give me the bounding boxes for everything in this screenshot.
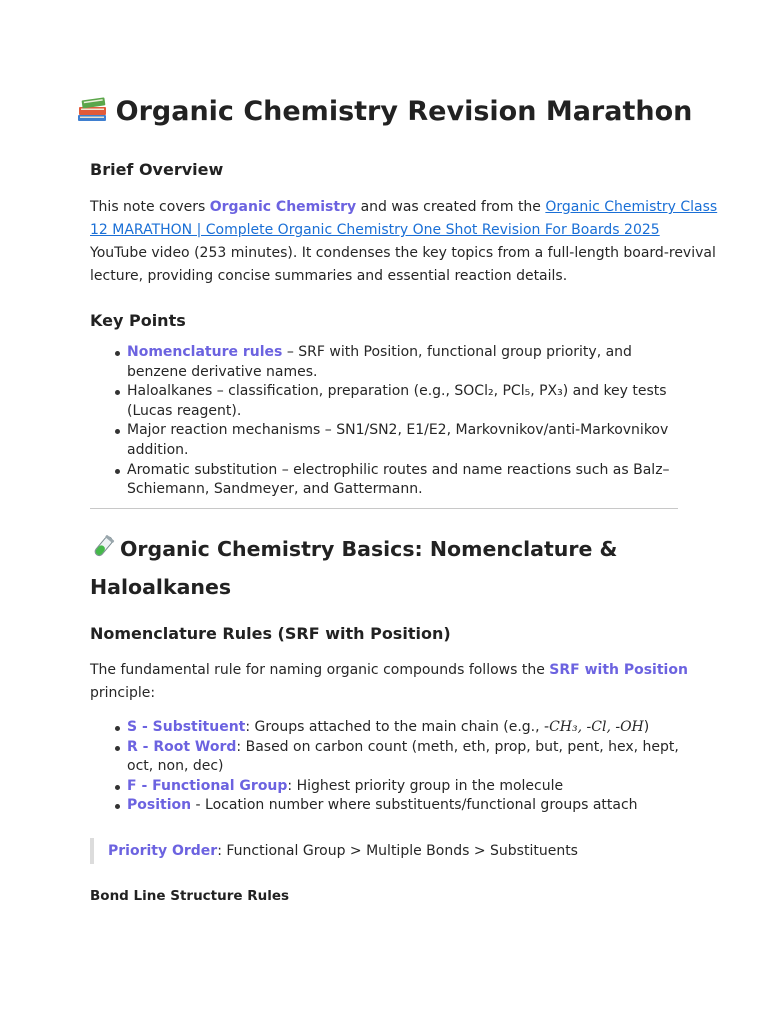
nomenclature-rules-highlight: Nomenclature rules bbox=[127, 344, 283, 360]
test-tube-emoji-icon bbox=[90, 534, 116, 570]
list-item: F - Functional Group: Highest priority group in the molecule bbox=[90, 777, 690, 797]
list-item: Major reaction mechanisms – SN1/SN2, E1/E2, Markovnikov/anti-Markovnikov addition. bbox=[90, 421, 690, 460]
source-video-link-continued[interactable]: 12 MARATHON | Complete Organic Chemistry One Shot Revision For Boards 2025 bbox=[90, 222, 660, 238]
list-item: Haloalkanes – classification, preparation (e.g., SOCl₂, PCl₅, PX₃) and key tests (Lucas reagent). bbox=[90, 382, 690, 421]
list-item: Position - Location number where substituents/functional groups attach bbox=[90, 796, 690, 816]
nomenclature-intro: The fundamental rule for naming organic compounds follows the SRF with Position principle: bbox=[90, 662, 688, 701]
section-divider bbox=[90, 508, 678, 509]
overview-topic-highlight: Organic Chemistry bbox=[209, 199, 357, 215]
root-word-highlight: R - Root Word bbox=[127, 738, 237, 755]
books-emoji-icon bbox=[76, 93, 108, 130]
list-item: Aromatic substitution – electrophilic routes and name reactions such as Balz– Schiemann, Sandmeyer, and Gattermann. bbox=[90, 461, 690, 500]
source-video-link[interactable]: Organic Chemistry Class bbox=[545, 199, 718, 215]
nomenclature-heading: Nomenclature Rules (SRF with Position) bbox=[90, 624, 451, 643]
overview-paragraph bbox=[90, 196, 718, 288]
srf-list bbox=[90, 718, 690, 816]
priority-callout: Priority Order: Functional Group > Multiple Bonds > Substituents bbox=[90, 838, 678, 864]
functional-group-highlight: F - Functional Group bbox=[127, 777, 288, 794]
page-title bbox=[0, 93, 768, 130]
priority-order-highlight: Priority Order bbox=[108, 843, 218, 859]
substituent-highlight: S - Substituent bbox=[127, 719, 246, 735]
bond-line-heading: Bond Line Structure Rules bbox=[90, 888, 290, 904]
list-item: S - Substituent: Groups attached to the main chain (e.g., -CH₃, -Cl, -OH) bbox=[90, 718, 690, 738]
list-item: R - Root Word: Based on carbon count (meth, eth, prop, but, pent, hex, hept, oct, non, dec) bbox=[90, 738, 690, 777]
position-highlight: Position bbox=[127, 797, 192, 814]
key-points-heading: Key Points bbox=[90, 311, 186, 330]
list-item: Nomenclature rules – SRF with Position, functional group priority, and benzene derivative names. bbox=[90, 343, 690, 382]
formula-math: CH₃, -Cl, -OH bbox=[549, 719, 644, 735]
srf-highlight: SRF with Position bbox=[549, 662, 688, 678]
overview-text-2: and was created from the bbox=[356, 199, 546, 215]
key-points-list bbox=[90, 343, 690, 500]
overview-text-1: This note covers bbox=[90, 199, 210, 215]
overview-line-4: lecture, providing concise summaries and essential reaction details. bbox=[90, 268, 568, 284]
page-title-text: Organic Chemistry Revision Marathon bbox=[115, 96, 693, 127]
overview-heading: Brief Overview bbox=[90, 160, 224, 179]
overview-line-3: YouTube video (253 minutes). It condenses the key topics from a full-length board-revival bbox=[90, 245, 716, 261]
section-heading-basics: Organic Chemistry Basics: Nomenclature & Haloalkanes bbox=[90, 532, 690, 604]
